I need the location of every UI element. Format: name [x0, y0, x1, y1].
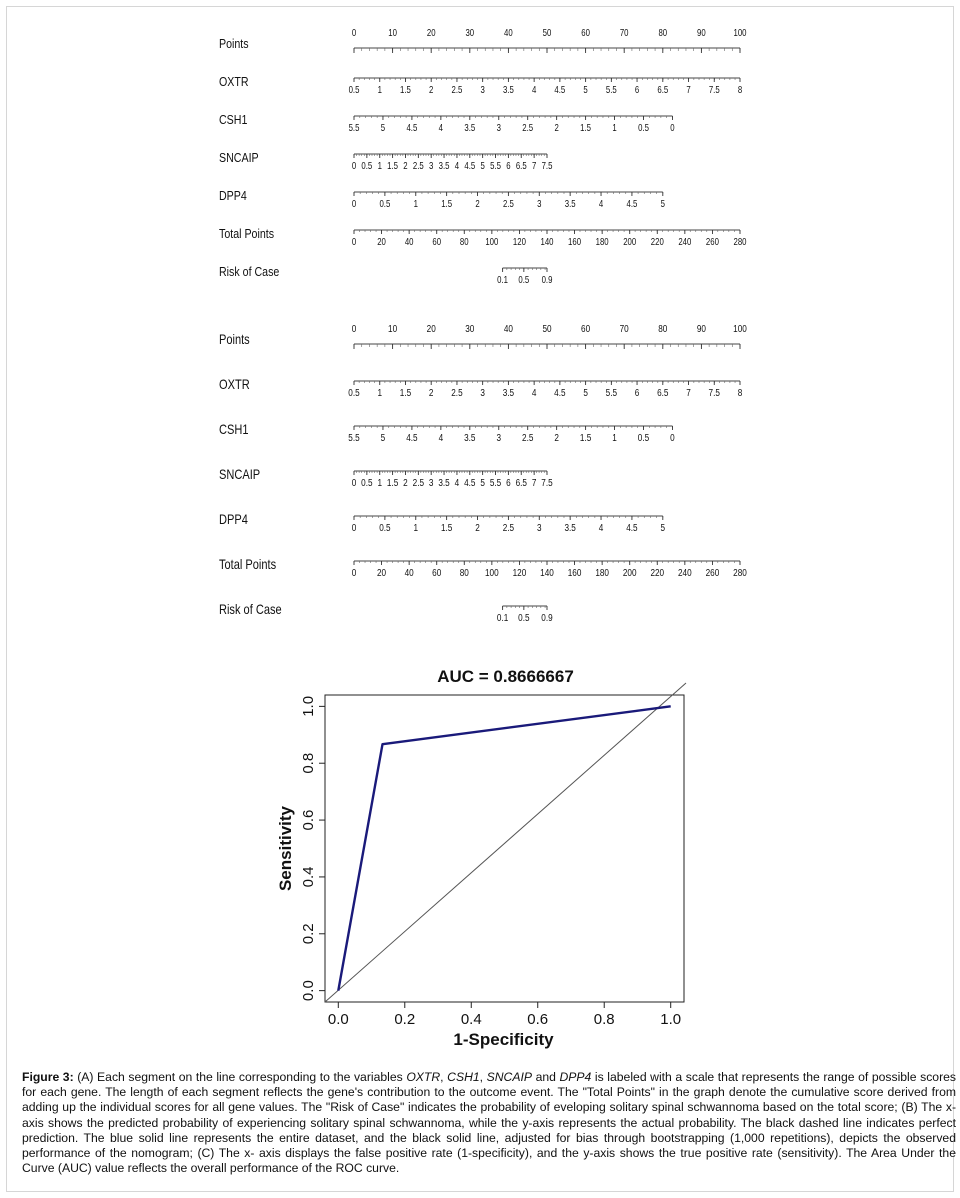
- tick-label: 5: [583, 385, 588, 399]
- tick-label: 5.5: [348, 430, 360, 444]
- nomogram-panel-a: [0, 20, 960, 320]
- x-tick-label: 0.4: [460, 1011, 482, 1028]
- tick-label: 1.5: [441, 198, 453, 210]
- tick-label: 1: [413, 198, 418, 210]
- tick-label: 160: [567, 565, 582, 579]
- nomogram-panel-b: [0, 316, 960, 636]
- tick-label: 3: [429, 160, 434, 172]
- caption-gene-1: OXTR: [406, 1070, 441, 1084]
- row-label-total-points: Total Points: [219, 225, 275, 242]
- tick-label: 6.5: [657, 84, 669, 96]
- tick-label: 6: [506, 160, 511, 172]
- tick-label: 7: [686, 385, 691, 399]
- row-label-dpp4: DPP4: [219, 187, 247, 204]
- row-label-csh1: CSH1: [219, 421, 249, 438]
- tick-label: 0: [351, 565, 357, 579]
- plot-frame: [325, 695, 684, 1002]
- tick-label: 5: [480, 160, 485, 172]
- tick-label: 20: [426, 27, 436, 39]
- y-tick-label: 1.0: [300, 695, 317, 717]
- tick-label: 20: [377, 236, 386, 248]
- caption-gene-2: CSH1: [447, 1070, 480, 1084]
- tick-label: 3: [496, 122, 501, 134]
- tick-label: 2: [403, 160, 408, 172]
- tick-label: 5.5: [605, 84, 617, 96]
- tick-label: 6: [506, 475, 511, 489]
- tick-label: 0: [670, 122, 675, 134]
- tick-label: 3.5: [464, 122, 476, 134]
- tick-label: 1: [612, 122, 617, 134]
- tick-label: 100: [733, 27, 747, 39]
- tick-label: 3: [480, 385, 485, 399]
- tick-label: 6.5: [515, 475, 527, 489]
- y-tick-label: 0.8: [300, 752, 317, 774]
- tick-label: 4.5: [554, 385, 566, 399]
- tick-label: 0: [351, 27, 357, 39]
- tick-label: 2: [554, 122, 559, 134]
- tick-label: 5: [583, 84, 588, 96]
- tick-label: 60: [432, 236, 442, 248]
- tick-label: 1.5: [579, 430, 592, 444]
- tick-label: 80: [459, 565, 469, 579]
- tick-label: 50: [542, 321, 552, 335]
- tick-label: 80: [658, 321, 668, 335]
- tick-label: 4: [531, 385, 537, 399]
- tick-label: 6: [634, 385, 640, 399]
- tick-label: 7.5: [541, 160, 553, 172]
- tick-label: 6.5: [515, 160, 527, 172]
- tick-label: 2: [403, 475, 408, 489]
- tick-label: 60: [432, 565, 442, 579]
- tick-label: 7.5: [708, 385, 720, 399]
- tick-label: 0: [351, 321, 357, 335]
- x-tick-label: 0.2: [394, 1011, 416, 1028]
- tick-label: 20: [377, 565, 387, 579]
- tick-label: 5.5: [490, 160, 501, 172]
- tick-label: 120: [512, 236, 526, 248]
- tick-label: 220: [650, 236, 664, 248]
- tick-label: 4.5: [464, 475, 476, 489]
- tick-label: 3.5: [564, 520, 576, 534]
- caption-gene-3: SNCAIP: [486, 1070, 533, 1084]
- tick-label: 3: [537, 198, 542, 210]
- tick-label: 3: [480, 84, 485, 96]
- tick-label: 30: [465, 321, 475, 335]
- tick-label: 0.5: [637, 430, 650, 444]
- tick-label: 80: [658, 27, 668, 39]
- tick-label: 8: [737, 84, 743, 96]
- caption-gene-4: DPP4: [559, 1070, 592, 1084]
- tick-label: 6: [634, 84, 640, 96]
- reference-diagonal: [325, 683, 686, 1002]
- tick-label: 100: [485, 236, 499, 248]
- tick-label: 7.5: [541, 475, 553, 489]
- row-label-oxtr: OXTR: [219, 73, 249, 90]
- roc-chart: [0, 655, 960, 1055]
- tick-label: 0.5: [361, 160, 373, 172]
- roc-curve: [338, 706, 670, 990]
- tick-label: 240: [678, 565, 692, 579]
- tick-label: 3.5: [502, 385, 515, 399]
- tick-label: 5.5: [605, 385, 618, 399]
- tick-label: 0.9: [541, 610, 553, 624]
- tick-label: 3.5: [438, 160, 450, 172]
- x-tick-label: 1.0: [660, 1011, 682, 1028]
- tick-label: 5: [380, 122, 386, 134]
- tick-label: 1.5: [400, 84, 411, 96]
- tick-label: 7: [686, 84, 691, 96]
- tick-label: 1.5: [440, 520, 453, 534]
- tick-label: 0: [351, 520, 357, 534]
- tick-label: 1.5: [580, 122, 592, 134]
- tick-label: 0: [351, 236, 357, 248]
- y-tick-label: 0.0: [300, 980, 317, 1002]
- tick-label: 220: [650, 565, 665, 579]
- y-tick-label: 0.4: [300, 866, 317, 888]
- tick-label: 280: [733, 236, 747, 248]
- tick-label: 200: [622, 565, 637, 579]
- tick-label: 30: [465, 27, 475, 39]
- tick-label: 2.5: [502, 520, 515, 534]
- chart-title: AUC = 0.8666667: [437, 667, 574, 686]
- caption-sep-2: ,: [479, 1070, 487, 1084]
- tick-label: 4: [598, 520, 604, 534]
- tick-label: 4.5: [554, 84, 566, 96]
- tick-label: 140: [540, 236, 554, 248]
- tick-label: 70: [619, 27, 629, 39]
- tick-label: 2.5: [522, 430, 534, 444]
- tick-label: 7: [531, 475, 537, 489]
- row-label-sncaip: SNCAIP: [219, 149, 259, 166]
- tick-label: 2.5: [502, 198, 514, 210]
- caption-label: Figure 3:: [22, 1070, 74, 1084]
- tick-label: 280: [733, 565, 747, 579]
- tick-label: 0: [351, 475, 357, 489]
- tick-label: 4: [531, 84, 537, 96]
- tick-label: 4: [438, 122, 444, 134]
- tick-label: 2: [429, 84, 434, 96]
- tick-label: 1: [612, 430, 617, 444]
- tick-label: 1: [377, 84, 382, 96]
- row-label-total-points: Total Points: [219, 556, 277, 573]
- tick-label: 0.5: [348, 385, 360, 399]
- tick-label: 60: [581, 321, 591, 335]
- tick-label: 40: [504, 27, 513, 39]
- tick-label: 100: [485, 565, 499, 579]
- row-label-risk-of-case: Risk of Case: [219, 601, 282, 618]
- tick-label: 1.5: [386, 475, 399, 489]
- caption-sep-1: ,: [440, 1070, 448, 1084]
- tick-label: 0.5: [348, 84, 360, 96]
- tick-label: 70: [619, 321, 629, 335]
- tick-label: 8: [737, 385, 743, 399]
- tick-label: 0.5: [379, 198, 391, 210]
- tick-label: 6.5: [657, 385, 669, 399]
- x-tick-label: 0.6: [527, 1011, 549, 1028]
- tick-label: 160: [568, 236, 582, 248]
- tick-label: 40: [503, 321, 513, 335]
- y-tick-label: 0.2: [300, 923, 317, 945]
- tick-label: 10: [388, 321, 398, 335]
- tick-label: 40: [404, 565, 414, 579]
- row-label-points: Points: [219, 331, 250, 348]
- tick-label: 3.5: [564, 198, 576, 210]
- tick-label: 0: [351, 160, 357, 172]
- tick-label: 40: [404, 236, 414, 248]
- row-label-risk-of-case: Risk of Case: [219, 263, 280, 280]
- tick-label: 260: [705, 236, 719, 248]
- tick-label: 3: [428, 475, 434, 489]
- tick-label: 60: [581, 27, 590, 39]
- tick-label: 5: [660, 198, 665, 210]
- tick-label: 260: [705, 565, 720, 579]
- tick-label: 5.5: [348, 122, 360, 134]
- tick-label: 0.5: [638, 122, 649, 134]
- tick-label: 0: [670, 430, 675, 444]
- tick-label: 2.5: [522, 122, 534, 134]
- figure-caption: [22, 1070, 956, 1176]
- tick-label: 4: [454, 475, 460, 489]
- tick-label: 1: [377, 160, 382, 172]
- tick-label: 4: [598, 198, 604, 210]
- x-tick-label: 0.0: [327, 1011, 349, 1028]
- tick-label: 4: [438, 430, 444, 444]
- row-label-dpp4: DPP4: [219, 511, 248, 528]
- tick-label: 3.5: [464, 430, 476, 444]
- tick-label: 80: [459, 236, 469, 248]
- tick-label: 10: [388, 27, 397, 39]
- tick-label: 0: [351, 198, 357, 210]
- tick-label: 2: [554, 430, 559, 444]
- tick-label: 7: [531, 160, 537, 172]
- tick-label: 2.5: [412, 160, 424, 172]
- tick-label: 200: [623, 236, 637, 248]
- tick-label: 3: [496, 430, 502, 444]
- tick-label: 1: [413, 520, 419, 534]
- tick-label: 0.1: [497, 274, 509, 286]
- tick-label: 0.5: [379, 520, 391, 534]
- tick-label: 2: [475, 198, 480, 210]
- tick-label: 4.5: [464, 160, 476, 172]
- tick-label: 4.5: [406, 122, 418, 134]
- y-axis-label: Sensitivity: [276, 805, 295, 892]
- tick-label: 2.5: [451, 84, 463, 96]
- tick-label: 3: [537, 520, 542, 534]
- tick-label: 140: [540, 565, 554, 579]
- tick-label: 180: [595, 565, 609, 579]
- tick-label: 2.5: [412, 475, 425, 489]
- tick-label: 4.5: [406, 430, 418, 444]
- tick-label: 1.5: [387, 160, 399, 172]
- tick-label: 5.5: [489, 475, 502, 489]
- tick-label: 5: [480, 475, 485, 489]
- caption-sep-3: and: [532, 1070, 560, 1084]
- x-axis-label: 1-Specificity: [453, 1030, 554, 1049]
- row-label-oxtr: OXTR: [219, 376, 250, 393]
- tick-label: 4.5: [626, 520, 638, 534]
- tick-label: 3.5: [502, 84, 514, 96]
- y-tick-label: 0.6: [300, 809, 317, 831]
- tick-label: 4: [454, 160, 460, 172]
- tick-label: 100: [733, 321, 747, 335]
- tick-label: 7.5: [708, 84, 720, 96]
- tick-label: 90: [696, 321, 706, 335]
- tick-label: 0.5: [361, 475, 373, 489]
- tick-label: 3.5: [438, 475, 450, 489]
- tick-label: 0.1: [496, 610, 509, 624]
- tick-label: 120: [512, 565, 527, 579]
- row-label-sncaip: SNCAIP: [219, 466, 261, 483]
- tick-label: 90: [697, 27, 706, 39]
- caption-part1: (A) Each segment on the line corresponding to the variables: [73, 1070, 407, 1084]
- tick-label: 5: [380, 430, 386, 444]
- tick-label: 20: [426, 321, 436, 335]
- tick-label: 180: [595, 236, 609, 248]
- tick-label: 2: [475, 520, 480, 534]
- row-label-csh1: CSH1: [219, 111, 248, 128]
- tick-label: 1: [377, 475, 383, 489]
- tick-label: 1.5: [399, 385, 412, 399]
- tick-label: 240: [678, 236, 692, 248]
- tick-label: 2.5: [451, 385, 463, 399]
- tick-label: 2: [428, 385, 434, 399]
- tick-label: 0.5: [518, 274, 530, 286]
- tick-label: 5: [660, 520, 666, 534]
- tick-label: 0.9: [541, 274, 553, 286]
- caption-part2: is labeled with a scale that represents the range of possible scores for each gene. The length of each segment reflects the gene's contribution to the outcome event. The "Total Points" in the graph denote the cumulative score derived from adding up the individual scores for all gene values. The "Risk of Case" indicates the probability of eveloping solitary spinal schwannoma based on the total score; (B) The x-axis shows the predicted probability of experiencing solitary spinal schwannoma, while the y-axis represents the actual probability. The black dashed line indicates perfect prediction. The blue solid line represents the entire dataset, and the black solid line, adjusted for bias through bootstrapping (1,000 repetitions), depicts the observed performance of the nomogram; (C) The x- axis displays the false positive rate (1-specificity), and the y-axis shows the true positive rate (sensitivity). The Area Under the Curve (AUC) value reflects the overall performance of the ROC curve.: [22, 1070, 957, 1176]
- x-tick-label: 0.8: [593, 1011, 615, 1028]
- tick-label: 4.5: [626, 198, 638, 210]
- tick-label: 50: [542, 27, 552, 39]
- tick-label: 0.5: [518, 610, 530, 624]
- row-label-points: Points: [219, 35, 249, 52]
- tick-label: 1: [377, 385, 383, 399]
